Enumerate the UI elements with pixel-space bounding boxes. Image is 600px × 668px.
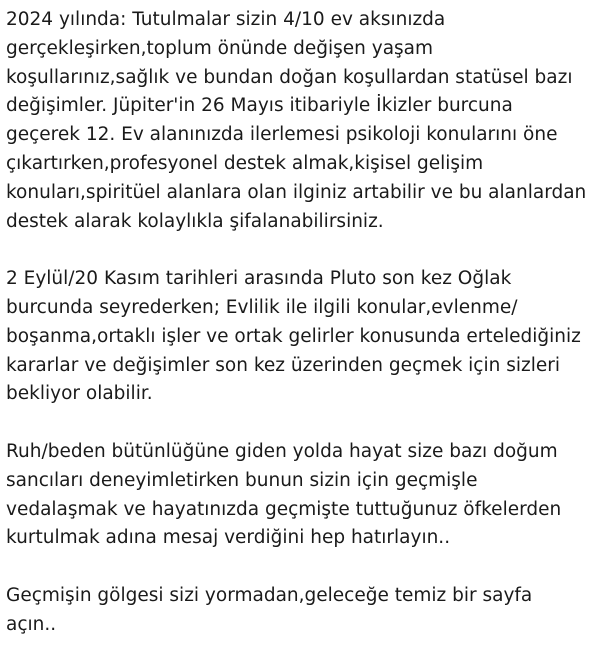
text-line: burcunda seyrederken; Evlilik ile ilgili konular,evlenme/ xyxy=(6,296,518,318)
text-line: Geçmişin gölgesi sizi yormadan,geleceğe temiz bir sayfa xyxy=(6,584,533,606)
text-line: Ruh/beden bütünlüğüne giden yolda hayat size bazı doğum xyxy=(6,440,558,462)
text-line: koşullarınız,sağlık ve bundan doğan koşullardan statüsel bazı xyxy=(6,66,573,88)
text-line: kararlar ve değişimler son kez üzerinden geçmek için sizleri xyxy=(6,354,560,376)
text-line: 2024 yılında: Tutulmalar sizin 4/10 ev aksınızda xyxy=(6,9,446,30)
text-line: konuları,spiritüel alanlara olan ilginiz artabilir ve bu alanlardan xyxy=(6,181,587,203)
text-line: vedalaşmak ve hayatınızda geçmişte tuttuğunuz öfkelerden xyxy=(6,498,562,520)
paragraph-pluto xyxy=(6,265,598,409)
text-line: çıkartırken,profesyonel destek almak,kişisel gelişim xyxy=(6,152,484,174)
text-line: destek alarak kolaylıkla şifalanabilirsiniz. xyxy=(6,210,384,232)
text-line: gerçekleşirken,toplum önünde değişen yaşam xyxy=(6,37,434,59)
text-line: açın.. xyxy=(6,613,57,635)
text-line: 2 Eylül/20 Kasım tarihleri arasında Pluto son kez Oğlak xyxy=(6,268,512,290)
text-line: değişimler. Jüpiter'in 26 Mayıs itibariyle İkizler burcuna xyxy=(6,95,513,117)
document-body xyxy=(6,6,598,668)
text-line: kurtulmak adına mesaj verdiğini hep hatırlayın.. xyxy=(6,527,451,549)
text-line: boşanma,ortaklı işler ve ortak gelirler konusunda ertelediğiniz xyxy=(6,325,581,347)
paragraph-body-soul xyxy=(6,438,598,553)
text-line: bekliyor olabilir. xyxy=(6,383,153,405)
text-line: geçerek 12. Ev alanınızda ilerlemesi psikoloji konularını öne xyxy=(6,124,558,146)
text-line: sancıları deneyimletirken bunun sizin için geçmişle xyxy=(6,469,478,491)
paragraph-eclipses-jupiter xyxy=(6,6,598,236)
paragraph-closing xyxy=(6,582,598,640)
